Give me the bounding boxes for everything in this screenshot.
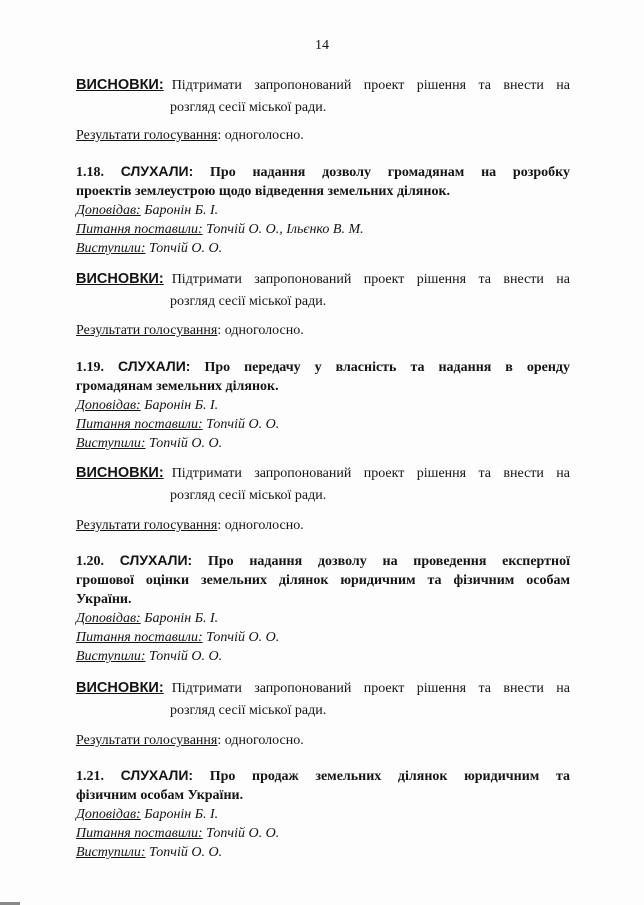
conclusion-label: ВИСНОВКИ: [76,465,164,481]
speakers-line [76,434,570,453]
conclusion-label: ВИСНОВКИ: [76,77,164,93]
conclusion-text-cont: розгляд сесії міської ради. [170,703,327,718]
vote-result-label: Результати голосування [76,128,218,143]
speakers-line [76,843,570,862]
vote-result [76,731,570,750]
conclusion-label: ВИСНОВКИ: [76,271,164,287]
questions-line [76,415,570,434]
speakers-label: Виступили: [76,649,146,664]
vote-result-label: Результати голосування [76,518,218,533]
questions-names: Топчій О. О. [206,826,280,841]
questions-label: Питання поставили: [76,222,203,237]
questions-names: Топчій О. О. [206,417,280,432]
reporter-name: Баронін Б. І. [144,611,219,626]
questions-label: Питання поставили: [76,630,203,645]
vote-result-label: Результати голосування [76,323,218,338]
questions-names: Топчій О. О., Ільєнко В. М. [206,222,364,237]
vote-result [76,516,570,535]
questions-line [76,628,570,647]
speakers-label: Виступили: [76,241,146,256]
reporter-line [76,609,570,628]
heard-label: СЛУХАЛИ: [120,163,194,179]
item-title-cont: проектів землеустрою щодо відведення земельних ділянок. [76,184,451,199]
questions-line [76,824,570,843]
vote-result-value: : одноголосно. [217,733,304,748]
conclusion-label: ВИСНОВКИ: [76,680,164,696]
heard-line [76,551,570,571]
item-number: 1.19. [76,360,104,375]
vote-result-value: : одноголосно. [217,128,304,143]
reporter-line [76,201,570,220]
questions-line [76,220,570,239]
reporter-line [76,396,570,415]
item-number: 1.20. [76,554,104,569]
speakers-names: Топчій О. О. [149,436,223,451]
heard-label: СЛУХАЛИ: [120,767,194,783]
speakers-label: Виступили: [76,436,146,451]
speakers-names: Топчій О. О. [149,845,223,860]
heard-line [76,766,570,786]
reporter-label: Доповідав: [76,203,141,218]
item-title: Про надання дозволу громадянам на розробку [210,165,570,180]
conclusion-text: Підтримати запропонований проект рішення та внести на [171,466,570,481]
conclusion-text: Підтримати запропонований проект рішення та внести на [171,681,570,696]
conclusion-text: Підтримати запропонований проект рішення та внести на [171,272,570,287]
vote-result [76,321,570,340]
conclusion-text-cont: розгляд сесії міської ради. [170,488,327,503]
item-number: 1.21. [76,769,104,784]
speakers-line [76,239,570,258]
reporter-name: Баронін Б. І. [144,398,219,413]
vote-result [76,126,570,145]
conclusion-text: Підтримати запропонований проект рішення та внести на [171,78,570,93]
reporter-name: Баронін Б. І. [144,203,219,218]
item-title-cont: України. [76,592,132,607]
item-number: 1.18. [76,165,104,180]
vote-result-value: : одноголосно. [217,518,304,533]
reporter-name: Баронін Б. І. [144,807,219,822]
vote-result-label: Результати голосування [76,733,218,748]
agenda-item-1-19 [76,357,570,453]
conclusion-text-cont: розгляд сесії міської ради. [170,294,327,309]
heard-line [76,357,570,377]
speakers-label: Виступили: [76,845,146,860]
speakers-names: Топчій О. О. [149,649,223,664]
questions-label: Питання поставили: [76,826,203,841]
questions-label: Питання поставили: [76,417,203,432]
page-number: 14 [315,38,329,53]
conclusion-block [76,270,570,311]
heard-line [76,162,570,182]
item-title: Про продаж земельних ділянок юридичним та [209,769,571,784]
reporter-label: Доповідав: [76,807,141,822]
conclusion-block [76,464,570,505]
item-title: Про передачу у власність та надання в оренду [204,360,570,375]
agenda-item-1-21 [76,766,570,862]
conclusion-block [76,679,570,720]
conclusion-block [76,76,570,117]
heard-label: СЛУХАЛИ: [119,552,193,568]
reporter-label: Доповідав: [76,611,141,626]
conclusion-text-cont: розгляд сесії міської ради. [170,100,327,115]
agenda-item-1-20 [76,551,570,666]
reporter-label: Доповідав: [76,398,141,413]
item-title-cont: громадянам земельних ділянок. [76,379,279,394]
speakers-names: Топчій О. О. [149,241,223,256]
item-title: Про надання дозволу на проведення експертної [207,554,570,569]
heard-label: СЛУХАЛИ: [117,358,191,374]
speakers-line [76,647,570,666]
questions-names: Топчій О. О. [206,630,280,645]
reporter-line [76,805,570,824]
vote-result-value: : одноголосно. [217,323,304,338]
item-title-cont: грошової оцінки земельних ділянок юридичним та фізичним особам [76,573,570,588]
item-title-cont: фізичним особам України. [76,788,244,803]
agenda-item-1-18 [76,162,570,258]
